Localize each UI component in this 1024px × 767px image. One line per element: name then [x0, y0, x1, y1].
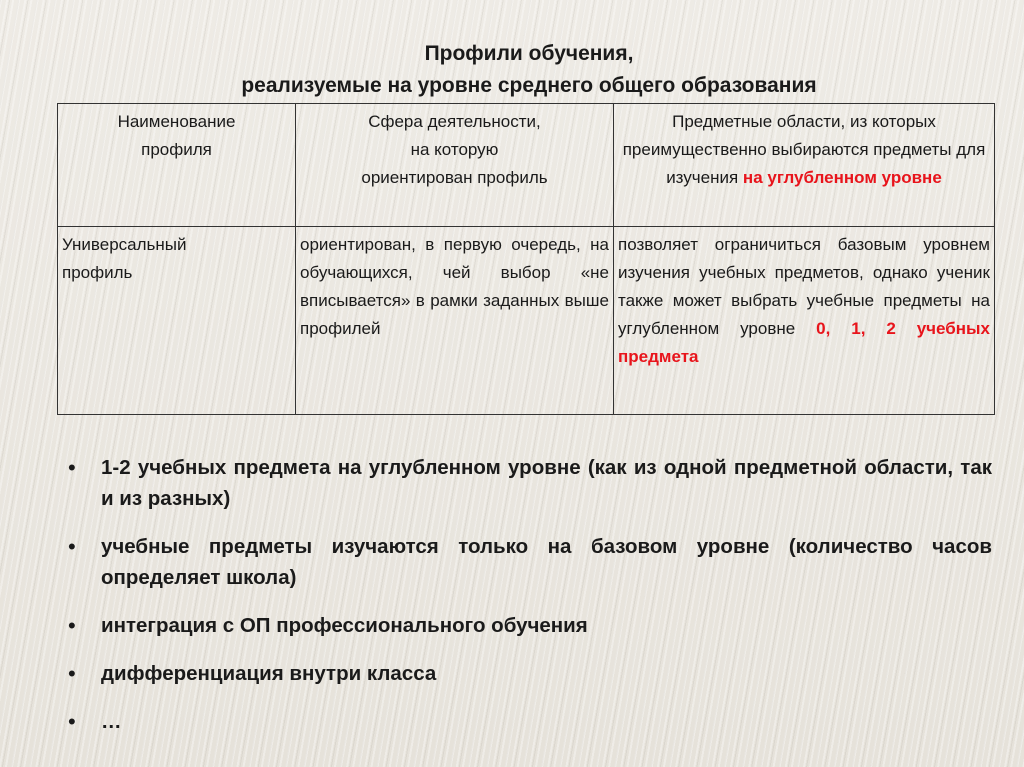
cell-subject-areas-text: позволяет ограничиться базовым уровнем изучения учебных предметов, однако ученик также может выбрать учебные предметы на углубленном уровне — [618, 235, 990, 338]
profiles-table — [57, 103, 995, 415]
cell-profile-name-text: Универсальный профиль — [62, 235, 187, 282]
list-item — [68, 531, 992, 593]
bullet-text: интеграция с ОП профессионального обучения — [101, 614, 588, 637]
bullet-dot: • — [68, 455, 76, 480]
bullet-dot: • — [68, 534, 76, 559]
list-item — [68, 610, 992, 641]
header-subject-areas — [614, 104, 995, 227]
table-row — [58, 227, 995, 415]
header-profile-name-text: Наименование профиля — [117, 112, 236, 159]
header-activity-sphere — [296, 104, 614, 227]
cell-activity-sphere — [296, 227, 614, 415]
table-header-row — [58, 104, 995, 227]
bullet-dot: • — [68, 709, 76, 734]
title-line-2: реализуемые на уровне среднего общего образования — [241, 74, 817, 97]
title-line-1: Профили обучения, — [424, 42, 634, 65]
list-item — [68, 706, 992, 737]
bullet-text: … — [101, 710, 122, 733]
cell-subject-areas-highlight: 0, 1, 2 учебных предмета — [618, 319, 990, 366]
list-item — [68, 452, 992, 514]
bullet-text: дифференциация внутри класса — [101, 662, 437, 685]
bullet-dot: • — [68, 613, 76, 638]
bullet-text: 1-2 учебных предмета на углубленном уровне (как из одной предметной области, так и из разных) — [101, 456, 992, 510]
slide-title — [0, 38, 1024, 102]
header-subject-areas-highlight: на углубленном уровне — [742, 168, 942, 187]
bullet-list — [68, 452, 992, 754]
list-item — [68, 658, 992, 689]
cell-subject-areas — [614, 227, 995, 415]
cell-activity-sphere-text: ориентирован, в первую очередь, на обучающихся, чей выбор «не вписывается» в рамки заданных выше профилей — [300, 235, 609, 338]
bullet-dot: • — [68, 661, 76, 686]
cell-profile-name — [58, 227, 296, 415]
bullet-text: учебные предметы изучаются только на базовом уровне (количество часов определяет школа) — [101, 535, 992, 589]
header-profile-name — [58, 104, 296, 227]
header-activity-sphere-text: Сфера деятельности, на которую ориентирован профиль — [361, 112, 548, 187]
header-subject-areas-text: Предметные области, из которых преимущественно выбираются предметы для изучения — [622, 112, 986, 187]
